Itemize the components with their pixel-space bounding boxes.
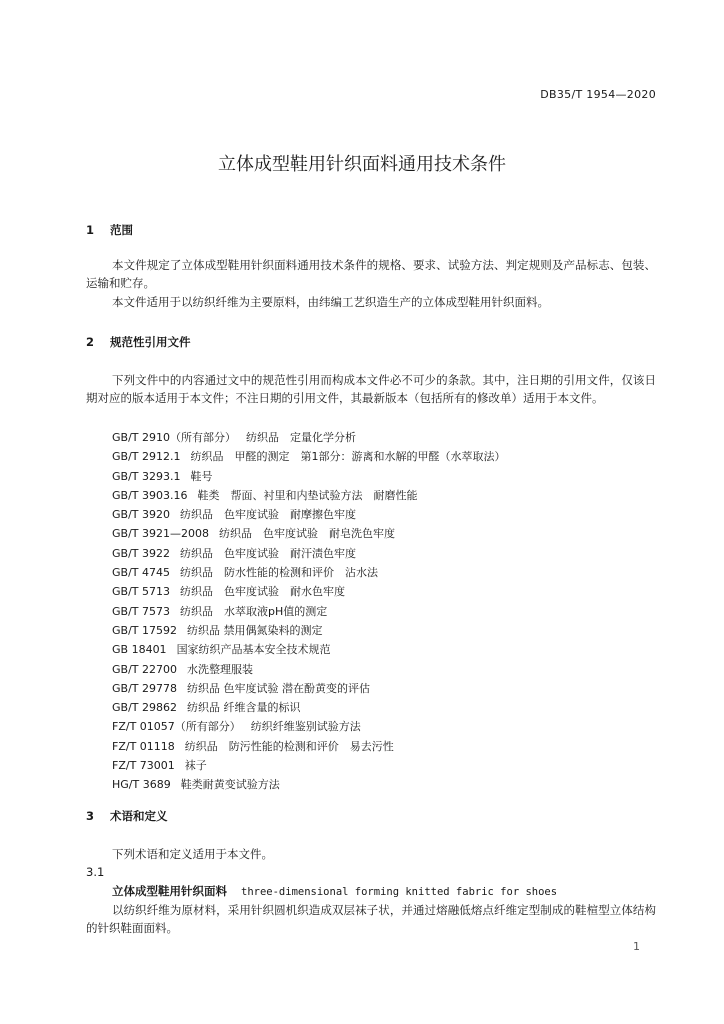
term-number: 3.1 bbox=[86, 865, 105, 879]
term-chinese: 立体成型鞋用针织面料 bbox=[112, 884, 227, 898]
reference-item: GB/T 17592 纺织品 禁用偶氮染料的测定 bbox=[112, 623, 323, 637]
reference-item: GB/T 22700 水洗整理服装 bbox=[112, 662, 253, 676]
document-title: 立体成型鞋用针织面料通用技术条件 bbox=[218, 154, 506, 175]
section-title: 范围 bbox=[110, 223, 134, 237]
reference-item: GB/T 3921—2008 纺织品 色牢度试验 耐皂洗色牢度 bbox=[112, 527, 395, 541]
reference-item: GB/T 2912.1 纺织品 甲醛的测定 第1部分：游离和水解的甲醛（水萃取法） bbox=[112, 450, 506, 464]
reference-item: HG/T 3689 鞋类耐黄变试验方法 bbox=[112, 778, 280, 792]
section-heading-scope bbox=[86, 222, 133, 238]
reference-item: FZ/T 73001 袜子 bbox=[112, 759, 207, 773]
section-number: 3 bbox=[86, 809, 95, 823]
section-heading-normative-references bbox=[86, 334, 191, 350]
reference-item: GB/T 4745 纺织品 防水性能的检测和评价 沾水法 bbox=[112, 566, 378, 580]
reference-item: FZ/T 01118 纺织品 防污性能的检测和评价 易去污性 bbox=[112, 739, 394, 753]
reference-item: GB/T 3293.1 鞋号 bbox=[112, 469, 213, 483]
reference-item: FZ/T 01057（所有部分） 纺织纤维鉴别试验方法 bbox=[112, 720, 361, 734]
reference-item: GB/T 3922 纺织品 色牢度试验 耐汗渍色牢度 bbox=[112, 546, 356, 560]
reference-item: GB/T 5713 纺织品 色牢度试验 耐水色牢度 bbox=[112, 585, 345, 599]
reference-item: GB/T 2910（所有部分） 纺织品 定量化学分析 bbox=[112, 431, 356, 444]
reference-list bbox=[112, 428, 505, 795]
reference-item: GB/T 3903.16 鞋类 帮面、衬里和内垫试验方法 耐磨性能 bbox=[112, 488, 418, 502]
reference-item: GB/T 29778 纺织品 色牢度试验 潜在酚黄变的评估 bbox=[112, 681, 370, 695]
section-number: 1 bbox=[86, 223, 95, 237]
term-english: three-dimensional forming knitted fabric for shoes bbox=[241, 886, 558, 898]
reference-item: GB/T 29862 纺织品 纤维含量的标识 bbox=[112, 701, 301, 715]
term-entry bbox=[112, 883, 557, 899]
reference-item: GB 18401 国家纺织产品基本安全技术规范 bbox=[112, 643, 331, 657]
scope-paragraph-1: 本文件规定了立体成型鞋用针织面料通用技术条件的规格、要求、试验方法、判定规则及产品标志、包装、运输和贮存。 bbox=[86, 258, 656, 290]
terms-intro: 下列术语和定义适用于本文件。 bbox=[112, 847, 273, 861]
section-title: 术语和定义 bbox=[110, 809, 168, 823]
reference-item: GB/T 3920 纺织品 色牢度试验 耐摩擦色牢度 bbox=[112, 508, 356, 522]
section-title: 规范性引用文件 bbox=[110, 335, 191, 349]
term-definition: 以纺织纤维为原材料，采用针织圆机织造成双层袜子状，并通过熔融低熔点纤维定型制成的鞋楦型立体结构的针织鞋面面料。 bbox=[86, 903, 656, 935]
reference-item: GB/T 7573 纺织品 水萃取液pH值的测定 bbox=[112, 604, 328, 618]
document-code: DB35/T 1954—2020 bbox=[540, 88, 656, 101]
references-intro: 下列文件中的内容通过文中的规范性引用而构成本文件必不可少的条款。其中，注日期的引用文件，仅该日期对应的版本适用于本文件；不注日期的引用文件，其最新版本（包括所有的修改单）适用于本文件。 bbox=[86, 373, 656, 405]
scope-paragraph-2: 本文件适用于以纺织纤维为主要原料，由纬编工艺织造生产的立体成型鞋用针织面料。 bbox=[112, 295, 549, 309]
section-number: 2 bbox=[86, 335, 95, 349]
page-number: 1 bbox=[633, 940, 640, 953]
section-heading-terms bbox=[86, 808, 168, 824]
